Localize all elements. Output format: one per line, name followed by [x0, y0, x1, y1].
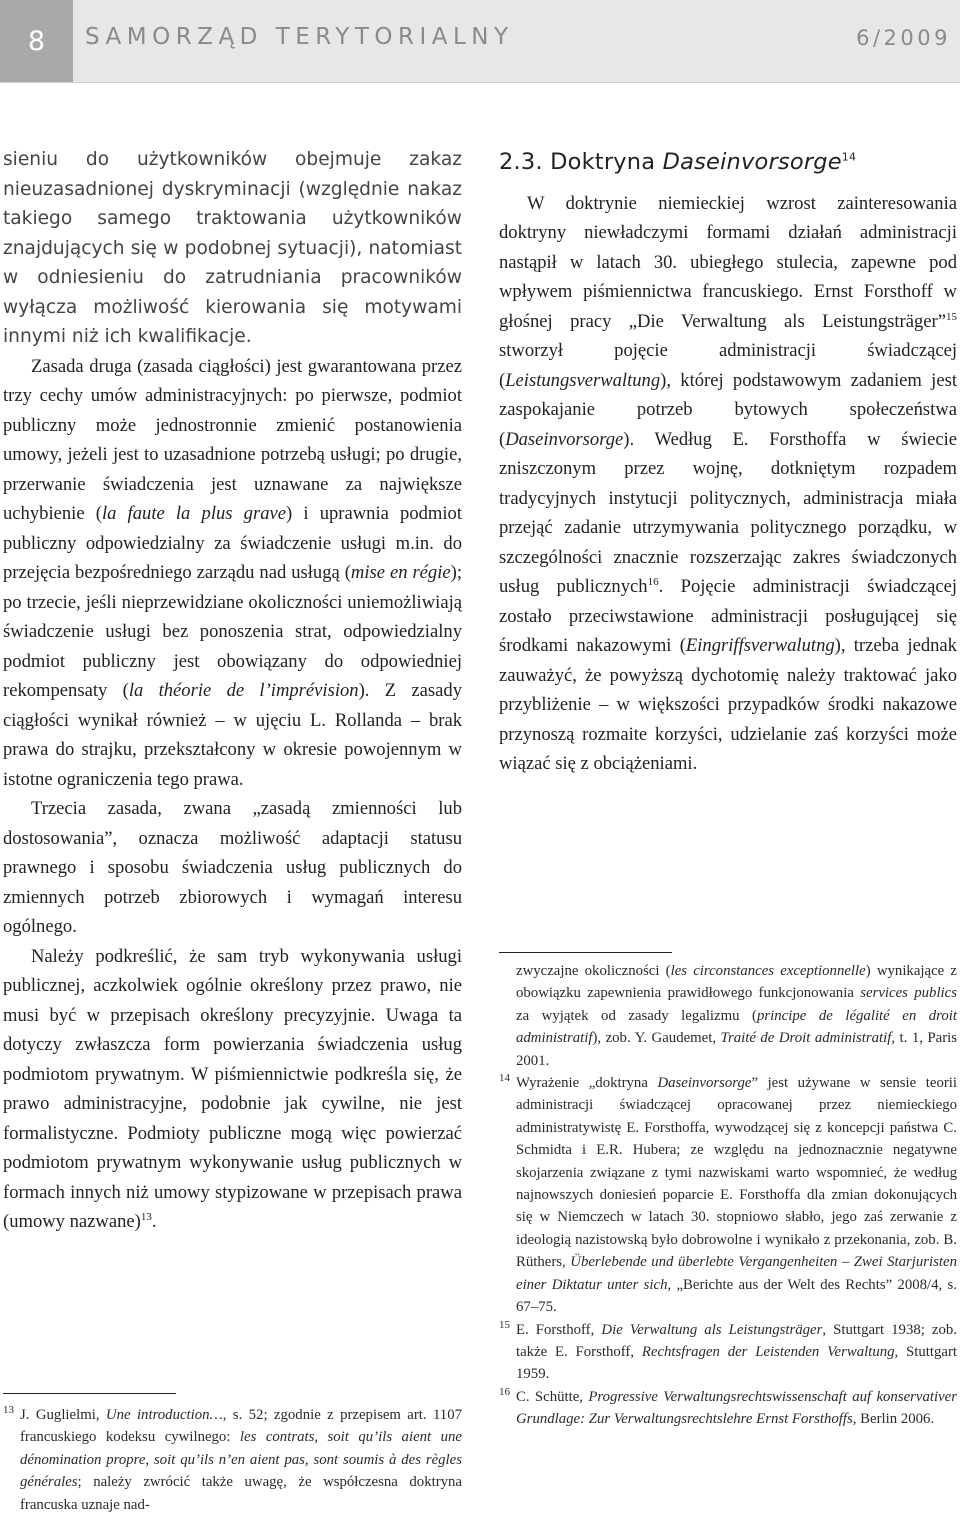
section-heading: 2.3. Doktryna Daseinvorsorge$^{14}$: [499, 149, 857, 175]
paragraph-private-entities: Należy podkreślić, że sam tryb wykonywania usługi publicznej, aczkolwiek ogólnie określony przez prawo, nie musi być w przepisach określony precyzyjnie. Uwaga ta dotyczy zwłaszcza form powierzania świadczenia usług podmiotom prywatnym. W piśmiennictwie podkreśla się, że prawo administracyjne, podobnie jak cywilne, nie jest formalistyczne. Podmioty publiczne mogą więc powierzać podmiotom prywatnym wykonywanie usług publicznych w formach innych niż umowy stypizowane w przepisach prawa (umowy nazwane)$^{13}$.: [3, 945, 462, 1232]
journal-title: SAMORZĄD TERYTORIALNY: [85, 24, 514, 50]
right-footnotes: [499, 960, 957, 1431]
paragraph-continued: sieniu do użytkowników obejmuje zakaz nieuzasadnionej dyskryminacji (względnie nakaz takiego samego traktowania użytkowników znajdujących się w podobnej sytuacji), natomiast w odniesieniu do zatrudniania pracowników wyłącza możliwość kierowania się motywami innymi niż ich kwalifikacje.: [3, 149, 462, 347]
footnote-rule-right: [499, 952, 672, 953]
footnote-14: 14 Wyrażenie „doktryna Daseinvorsorge” jest używane w sensie teorii administracji świadczącej opracowanej przez niemieckiego administratywistę E. Forsthoffa, wywodzącej się z koncepcji państwa C. Schmidta i E.R. Hubera; ze względu na jednoznacznie negatywne skojarzenia związane z tymi nazwiskami warto wspomnieć, że według najnowszych doniesień poparcie E. Forsthoffa dla zmian dokonujących się w Niemczech w latach 30. stopniowo słabło, jego zaś zerwanie z ideologią nazistowską było dobrowolne i wynikało z przekonania, zob. B. Rüthers, Überlebende und überlebte Vergangenheiten – Zwei Starjuristen einer Diktatur unter sich, „Berichte aus der Welt des Rechts” 2008/4, s. 67–75.: [499, 1072, 957, 1316]
footnote-15: 15 E. Forsthoff, Die Verwaltung als Leistungsträger, Stuttgart 1938; zob. także E. Forsthoff, Rechtsfragen der Leistenden Verwaltung, Stuttgart 1959.: [499, 1318, 957, 1383]
running-header: [0, 0, 960, 83]
footnote-ref-14: 14: [841, 150, 857, 164]
footnote-ref-16: 16: [647, 575, 659, 588]
paragraph-german-doctrine: W doktrynie niemieckiej wzrost zainteresowania doktryny niewładczymi formami działań administracji nastąpił w latach 30. ubiegłego stulecia, zapewne pod wpływem piśmiennictwa francuskiego. Ernst Forsthoff w głośnej pracy „Die Verwaltung als Leistungsträger”$^{15}$ stworzył pojęcie administracji świadczącej (Leistungsverwaltung), której podstawowym zadaniem jest zaspokajanie potrzeb bytowych społeczeństwa (Daseinvorsorge). Według E. Forsthoffa w świecie zniszczonym przez wojnę, dotkniętym rozpadem tradycyjnych instytucji politycznych, administracja miała przejąć zadanie utrzymywania politycznego porządku, w szczególności znacznie rozszerzając zakres świadczonych usług publicznych$^{16}$. Pojęcie administracji świadczącej zostało przeciwstawione administracji posługującej się środkami nakazowymi (Eingriffsverwalutng), trzeba jednak zauważyć, że powyższą dychotomię należy traktować jako przybliżenie – w większości przypadków środki nakazowe przynoszą rozmaite korzyści, udzielanie zaś korzyści może wiązać się z obciążeniami.: [499, 192, 957, 774]
page-number: 8: [0, 0, 73, 82]
issue-number: 6/2009: [856, 26, 951, 50]
footnote-13: 13 J. Guglielmi, Une introduction…, s. 52; zgodnie z przepisem art. 1107 francuskiego kodeksu cywilnego: les contrats, soit qu’ils aient une dénomination propre, soit qu’ils n’en aient pas, sont soumis à des règles générales; należy zwrócić także uwagę, że współczesna doktryna francuska uznaje nad-: [3, 1404, 463, 1513]
footnote-13-continued: zwyczajne okoliczności (les circonstances exceptionnelle) wynikające z obowiązku zapewnienia prawidłowego funkcjonowania services publics za wyjątek od zasady legalizmu (principe de légalité en droit administratif), zob. Y. Gaudemet, Traité de Droit administratif, t. 1, Paris 2001.: [516, 963, 957, 1069]
footnote-ref-15: 15: [946, 310, 957, 323]
right-column: [499, 145, 957, 779]
footnote-ref-13: 13: [140, 1210, 152, 1223]
paragraph-adaptability-principle: Trzecia zasada, zwana „zasadą zmienności lub dostosowania”, oznacza możliwość adaptacji statusu prawnego i sposobu świadczenia usług publicznych do zmiennych potrzeb zbiorowych i wymagań interesu ogólnego.: [3, 798, 462, 937]
paragraph-continuity-principle: Zasada druga (zasada ciągłości) jest gwarantowana przez trzy cechy umów administracyjnych: po pierwsze, podmiot publiczny może jednostronnie zmienić postanowienia umowy, jeżeli jest to uzasadnione potrzebą usługi; po drugie, przerwanie świadczenia jest uznawane za największe uchybienie (la faute la plus grave) i uprawnia podmiot publiczny odpowiedzialny za świadczenie usługi m.in. do przejęcia bezpośredniego zarządu nad usługą (mise en régie); po trzecie, jeśli nieprzewidziane okoliczności uniemożliwiają świadczenie usługi bez ponoszenia strat, odpowiedzialny podmiot publiczny jest obowiązany do odpowiedniej rekompensaty (la théorie de l’imprévision). Z zasady ciągłości wynikał również – w ujęciu L. Rollanda – brak prawa do strajku, przekształcony w okresie powojennym w istotne ograniczenia tego prawa.: [3, 355, 463, 790]
footnote-rule-left: [3, 1393, 176, 1394]
left-column: [3, 145, 462, 1237]
footnote-16: 16 C. Schütte, Progressive Verwaltungsrechtswissenschaft auf konservativer Grundlage: Zur Verwaltungsrechtslehre Ernst Forsthoffs, Berlin 2006.: [499, 1385, 957, 1428]
left-footnotes: [3, 1404, 462, 1516]
